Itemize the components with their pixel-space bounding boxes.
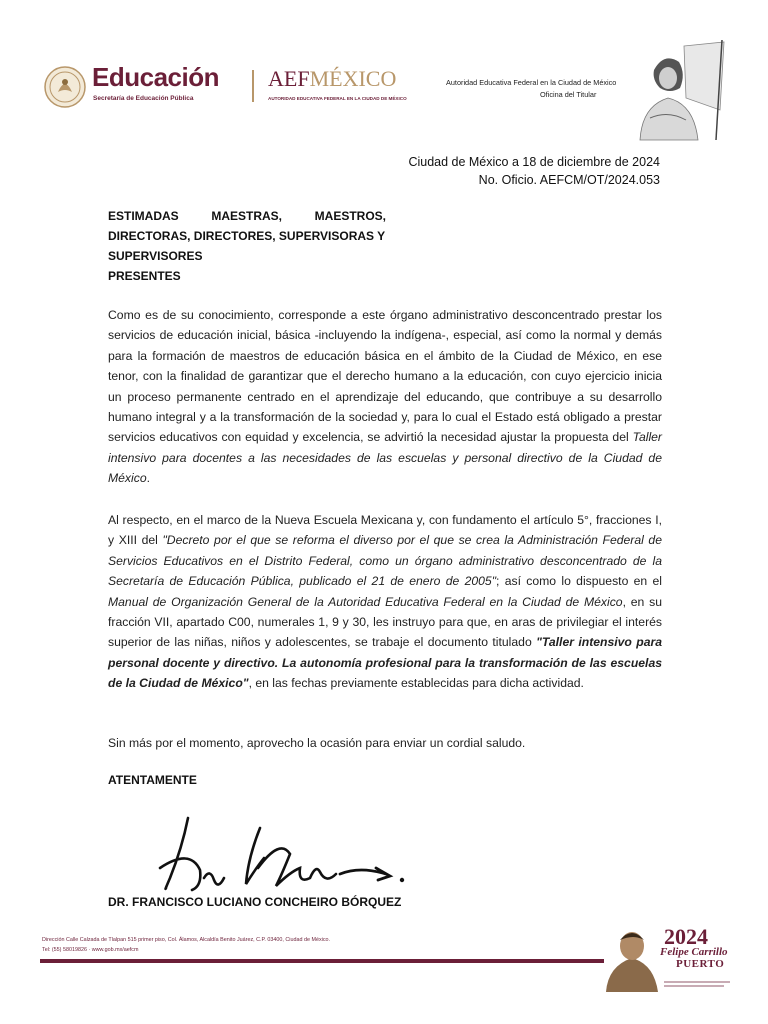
- letter-date: Ciudad de México a 18 de diciembre de 2024: [408, 155, 660, 169]
- addressee-line-2: DIRECTORAS, DIRECTORES, SUPERVISORAS Y: [108, 229, 386, 243]
- signer-name: DR. FRANCISCO LUCIANO CONCHEIRO BÓRQUEZ: [108, 895, 402, 909]
- handwritten-signature: [140, 808, 420, 908]
- authority-line: Autoridad Educativa Federal en la Ciudad de México: [446, 78, 617, 87]
- paragraph-1: [108, 305, 662, 489]
- paragraph-2-text-c: ; así como lo dispuesto en el: [496, 574, 662, 589]
- paragraph-2-text-e: , en su fracción VII, apartado C00, numerales 1, 9 y 30, les instruyo para que, en aras de privilegiar el interés superior de las niñas, niños y adolescentes, se trabaje el documento titulado: [108, 594, 662, 650]
- paragraph-2-decree-title: "Decreto por el que se reforma el diverso por el que se crea la Administración Federal de Servicios Educativos en el Distrito Federal, como un órgano administrativo desconcentrado de la Secretaría de Educación Pública, publicado el 21 de enero de 2005": [108, 533, 662, 589]
- addressee-line-3: SUPERVISORES: [108, 249, 203, 263]
- aef-logo-left: AEF: [268, 66, 310, 91]
- aef-logo-right: MÉXICO: [309, 66, 397, 91]
- paragraph-2-text-g: , en las fechas previamente establecidas para dicha actividad.: [248, 676, 584, 691]
- addressee-line-1: [108, 206, 386, 226]
- footer-contact: Tel: (55) 58019826 · www.gob.mx/aefcm: [42, 947, 139, 953]
- paragraph-1-workshop-title: Taller intensivo para docentes a las necesidades de las escuelas y personal directivo de la Ciudad de México: [108, 430, 662, 486]
- paragraph-3: Sin más por el momento, aprovecho la ocasión para enviar un cordial saludo.: [108, 736, 526, 750]
- addressee-word-3: MAESTROS,: [314, 209, 386, 223]
- date-block: [408, 153, 660, 189]
- mexican-seal-icon: [44, 66, 86, 108]
- education-subtitle: Secretaría de Educación Pública: [93, 95, 194, 102]
- paragraph-2-text-a: Al respecto, en el marco de la Nueva Escuela Mexicana y, con fundamento el artículo 5°, fracciones I, y XIII del: [108, 513, 662, 548]
- footer-year: 2024: [664, 924, 708, 949]
- portrait-illustration-icon: [624, 40, 728, 142]
- addressee-word-1: ESTIMADAS: [108, 209, 179, 223]
- footer-rule: [40, 959, 604, 963]
- addressee: [108, 206, 386, 286]
- footer-place: PUERTO: [676, 958, 725, 970]
- letterhead: [0, 0, 768, 140]
- footer-name: Felipe Carrillo: [660, 946, 728, 958]
- authority-office: Oficina del Titular: [540, 90, 597, 99]
- paragraph-2: [108, 510, 662, 694]
- footer-address: Dirección Calle Calzada de Tlalpan 515 primer piso, Col. Álamos, Alcaldía Benito Juárez, C.P. 03400, Ciudad de México.: [42, 937, 331, 943]
- paragraph-1-text: Como es de su conocimiento, corresponde a este órgano administrativo desconcentrado prestar los servicios de educación inicial, básica -incluyendo la indígena-, especial, así como la normal y demás para la formación de maestros de educación básica en el ámbito de la Ciudad de México, en ese tenor, con la finalidad de garantizar que el derecho humano a la educación, con cuyo ejercicio inicia un proceso permanente centrado en el aprendizaje del educando, que contribuye a su desarrollo humano integral y a la transformación de la sociedad y, para lo cual el Estado está obligado a prestar servicios educativos con equidad y excelencia, se advirtió la necesidad ajustar la propuesta del: [108, 308, 662, 445]
- header-divider: [252, 70, 254, 102]
- oficio-number: No. Oficio. AEFCM/OT/2024.053: [478, 173, 660, 187]
- addressee-word-2: MAESTRAS,: [211, 209, 282, 223]
- paragraph-2-manual-title: Manual de Organización General de la Autoridad Educativa Federal en la Ciudad de México: [108, 594, 623, 609]
- paragraph-1-end: .: [146, 471, 150, 486]
- closing: ATENTAMENTE: [108, 773, 197, 787]
- aef-subtitle: AUTORIDAD EDUCATIVA FEDERAL EN LA CIUDAD DE MÉXICO: [268, 96, 407, 101]
- addressee-line-4: PRESENTES: [108, 269, 181, 283]
- aef-logo: [268, 66, 396, 92]
- paragraph-2-document-title: "Taller intensivo para personal docente y directivo. La autonomía profesional para la transformación de las escuelas de la Ciudad de México": [108, 635, 663, 691]
- education-title: Educación: [92, 62, 219, 92]
